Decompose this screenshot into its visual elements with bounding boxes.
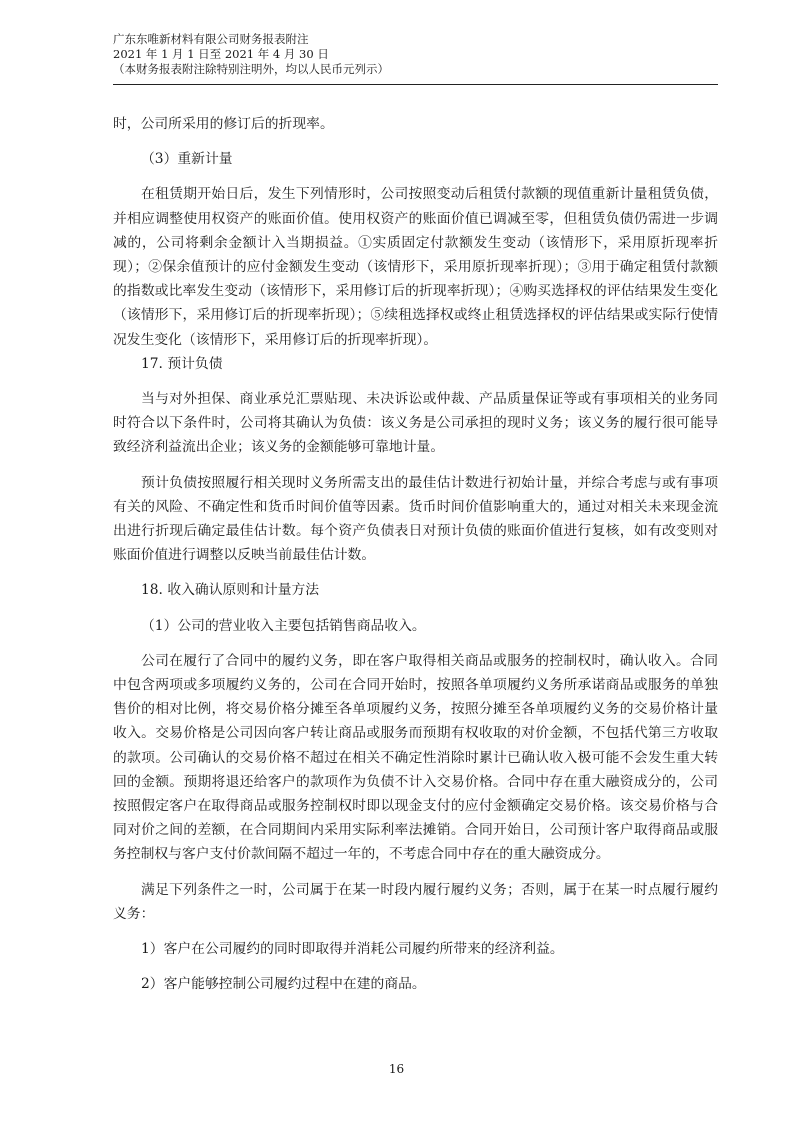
condition-item-1: 1）客户在公司履约的同时即取得并消耗公司履约所带来的经济利益。 (141, 941, 564, 958)
page-header (113, 32, 718, 77)
report-period: 2021 年 1 月 1 日至 2021 年 4 月 30 日 (113, 47, 329, 61)
condition-item-2: 2）客户能够控制公司履约过程中在建的商品。 (141, 976, 426, 993)
remeasurement-paragraph: 在租赁期开始日后，发生下列情形时，公司按照变动后租赁付款额的现值重新计量租赁负债，并相应调整使用权资产的账面价值。使用权资产的账面价值已调减至零，但租赁负债仍需进一步调减的，公司将剩余金额计入当期损益。①实质固定付款额发生变动（该情形下，采用原折现率折现）；②保余值预计的应付金额发生变动（该情形下，采用原折现率折现）；③用于确定租赁付款额的指数或比率发生变动（该情形下，采用修订后的折现率折现）；④购买选择权的评估结果发生变化（该情形下，采用修订后的折现率折现）；⑤续租选择权或终止租赁选择权的评估结果或实际行使情况发生变化（该情形下，采用修订后的折现率折现）。 (113, 186, 718, 348)
document-body (113, 112, 718, 997)
revenue-paragraph-2: 满足下列条件之一时，公司属于在某一时段内履行履约义务；否则，属于在某一时点履行履约义务： (113, 881, 718, 922)
revenue-subheading-1: （1）公司的营业收入主要包括销售商品收入。 (141, 617, 426, 634)
section-18-heading: 18. 收入确认原则和计量方法 (141, 582, 320, 599)
continuation-paragraph: 时，公司所采用的修订后的折现率。 (113, 116, 334, 132)
provisions-paragraph-1: 当与对外担保、商业承兑汇票贴现、未决诉讼或仲裁、产品质量保证等或有事项相关的业务同时符合以下条件时，公司将其确认为负债：该义务是公司承担的现时义务；该义务的履行很可能导致经济利益流出企业；该义务的金额能够可靠地计量。 (113, 391, 718, 456)
remeasurement-heading: （3）重新计量 (141, 151, 233, 168)
section-17-heading: 17. 预计负债 (141, 355, 223, 372)
revenue-paragraph-1: 公司在履行了合同中的履约义务，即在客户取得相关商品或服务的控制权时，确认收入。合同中包含两项或多项履约义务的，公司在合同开始时，按照各单项履约义务所承诺商品或服务的单独售价的相对比例，将交易价格分摊至各单项履约义务，按照分摊至各单项履约义务的交易价格计量收入。交易价格是公司因向客户转让商品或服务而预期有权收取的对价金额，不包括代第三方收取的款项。公司确认的交易价格不超过在相关不确定性消除时累计已确认收入极可能不会发生重大转回的金额。预期将退还给客户的款项作为负债不计入交易价格。合同中存在重大融资成分的，公司按照假定客户在取得商品或服务控制权时即以现金支付的应付金额确定交易价格。该交易价格与合同对价之间的差额，在合同期间内采用实际利率法摊销。合同开始日，公司预计客户取得商品或服务控制权与客户支付价款间隔不超过一年的，不考虑合同中存在的重大融资成分。 (113, 652, 718, 863)
header-divider (113, 84, 718, 85)
currency-note: （本财务报表附注除特别注明外，均以人民币元列示） (113, 62, 389, 76)
page-number: 16 (388, 1062, 405, 1076)
company-report-title: 广东东唯新材料有限公司财务报表附注 (113, 32, 309, 46)
provisions-paragraph-2: 预计负债按照履行相关现时义务所需支出的最佳估计数进行初始计量，并综合考虑与或有事项有关的风险、不确定性和货币时间价值等因素。货币时间价值影响重大的，通过对相关未来现金流出进行折现后确定最佳估计数。每个资产负债表日对预计负债的账面价值进行复核，如有改变则对账面价值进行调整以反映当前最佳估计数。 (113, 474, 718, 564)
